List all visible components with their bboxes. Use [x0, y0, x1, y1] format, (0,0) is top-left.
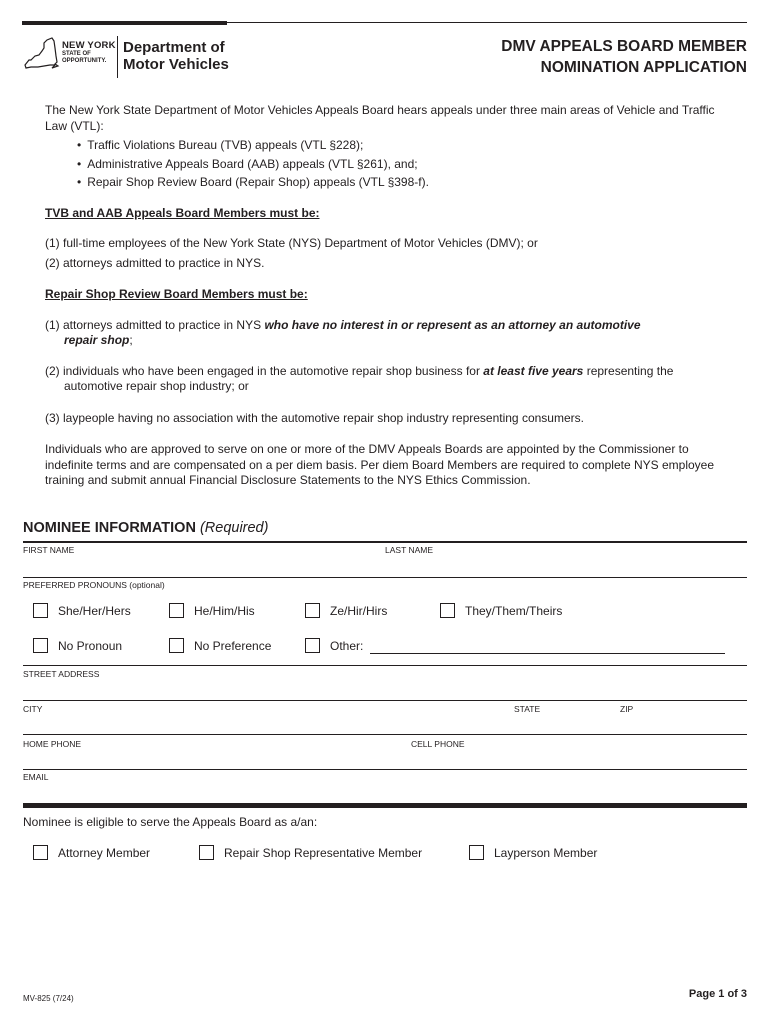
repair-item2-cont: automotive repair shop industry; or	[64, 379, 249, 393]
intro-text: The New York State Department of Motor Vehicles Appeals Board hears appeals under three main areas of Vehicle and Traffic Law (VTL):	[45, 103, 715, 133]
checkbox-icon[interactable]	[305, 638, 320, 653]
pronoun-ze-checkbox[interactable]	[305, 603, 387, 618]
street-address-field[interactable]	[23, 668, 747, 698]
logo-state-of-opportunity	[62, 51, 106, 65]
page-number: Page 1 of 3	[688, 988, 747, 1000]
repair-item1-emphasis: who have no interest in or represent as an attorney an automotive	[264, 318, 641, 332]
dept-line2: Motor Vehicles	[123, 56, 229, 73]
pronoun-she-checkbox[interactable]	[33, 603, 131, 618]
intro-bullet: • Repair Shop Review Board (Repair Shop) appeals (VTL §398-f).	[77, 173, 429, 192]
field-rule	[23, 665, 747, 666]
section-divider	[23, 803, 747, 808]
logo-state-of: STATE OF	[62, 51, 91, 57]
logo-divider	[117, 36, 118, 78]
repair-item2	[45, 364, 673, 380]
repair-item2-text-end: representing the	[583, 364, 674, 378]
checkbox-icon[interactable]	[33, 845, 48, 860]
city-label: CITY	[23, 704, 43, 714]
field-rule	[23, 700, 747, 701]
zip-label: ZIP	[620, 704, 634, 714]
email-field[interactable]	[23, 771, 747, 801]
pronoun-no-preference-checkbox[interactable]	[169, 638, 271, 653]
repair-item1-end: ;	[129, 333, 133, 347]
intro-bullets	[77, 136, 429, 192]
attorney-member-label: Attorney Member	[58, 845, 151, 860]
dept-line1: Department of	[123, 39, 225, 56]
repair-item1-cont	[64, 333, 133, 349]
last-name-label: LAST NAME	[385, 545, 434, 555]
nominee-title: NOMINEE INFORMATION	[23, 520, 196, 536]
email-label: EMAIL	[23, 772, 49, 782]
pronoun-he-checkbox[interactable]	[169, 603, 255, 618]
checkbox-icon[interactable]	[305, 603, 320, 618]
repair-item3: (3) laypeople having no association with the automotive repair shop industry representing consumers.	[45, 411, 584, 425]
checkbox-icon[interactable]	[169, 638, 184, 653]
nominee-required: (Required)	[199, 520, 269, 536]
repair-item1-emphasis-cont: repair shop	[64, 333, 130, 347]
closing-text: Individuals who are approved to serve on one or more of the DMV Appeals Boards are appointed by the Commissioner to indefinite terms and are compensated on a per diem basis. Per diem Board Members are required to complete NYS employee training and submit annual Financial Disclosure Statements to the NYS Ethics Commission.	[45, 442, 715, 487]
checkbox-icon[interactable]	[199, 845, 214, 860]
intro-bullet: • Administrative Appeals Board (AAB) appeals (VTL §261), and;	[77, 155, 429, 174]
street-address-label: STREET ADDRESS	[23, 669, 100, 679]
pronoun-other-checkbox[interactable]	[305, 638, 363, 653]
pronoun-he-label: He/Him/His	[194, 603, 255, 618]
section-rule	[23, 541, 747, 543]
checkbox-icon[interactable]	[469, 845, 484, 860]
repair-item1-text: (1) attorneys admitted to practice in NYS	[45, 318, 265, 332]
layperson-member-checkbox[interactable]	[469, 845, 597, 860]
logo-new-york: NEW YORK	[62, 40, 116, 51]
layperson-member-label: Layperson Member	[494, 845, 598, 860]
form-title	[501, 36, 747, 78]
pronoun-they-checkbox[interactable]	[440, 603, 562, 618]
repair-item1	[45, 318, 641, 334]
pronoun-ze-label: Ze/Hir/Hirs	[330, 603, 388, 618]
repair-heading: Repair Shop Review Board Members must be:	[45, 287, 308, 301]
top-rule-thin	[227, 22, 747, 23]
field-rule	[23, 769, 747, 770]
cell-phone-label: CELL PHONE	[411, 739, 465, 749]
eligibility-question: Nominee is eligible to serve the Appeals Board as a/an:	[23, 815, 318, 829]
repair-shop-member-checkbox[interactable]	[199, 845, 422, 860]
repair-item2-emphasis: at least five years	[483, 364, 584, 378]
form-id: MV-825 (7/24)	[23, 994, 74, 1003]
repair-shop-member-label: Repair Shop Representative Member	[224, 845, 423, 860]
new-york-state-outline-icon	[22, 36, 60, 72]
tvb-item1: (1) full-time employees of the New York State (NYS) Department of Motor Vehicles (DMV); or	[45, 236, 538, 250]
tvb-heading: TVB and AAB Appeals Board Members must be:	[45, 206, 320, 220]
phone-field[interactable]	[23, 738, 747, 768]
attorney-member-checkbox[interactable]	[33, 845, 150, 860]
form-title-line1: DMV APPEALS BOARD MEMBER	[501, 38, 747, 55]
pronoun-none-label: No Pronoun	[58, 638, 123, 653]
nys-dmv-logo	[22, 36, 237, 82]
logo-opportunity: OPPORTUNITY.	[62, 58, 107, 64]
dept-name	[123, 39, 229, 73]
pronoun-other-input[interactable]	[370, 653, 725, 654]
tvb-item2: (2) attorneys admitted to practice in NYS.	[45, 256, 265, 270]
name-field[interactable]	[23, 545, 747, 575]
home-phone-label: HOME PHONE	[23, 739, 82, 749]
pronoun-none-checkbox[interactable]	[33, 638, 122, 653]
repair-item2-text: (2) individuals who have been engaged in the automotive repair shop business for	[45, 364, 484, 378]
field-rule	[23, 577, 747, 578]
state-label: STATE	[514, 704, 541, 714]
nominee-section-title	[23, 520, 268, 536]
city-state-zip-field[interactable]	[23, 703, 747, 733]
checkbox-icon[interactable]	[440, 603, 455, 618]
field-rule	[23, 734, 747, 735]
top-rule-thick	[22, 21, 227, 25]
pronoun-they-label: They/Them/Theirs	[465, 603, 563, 618]
checkbox-icon[interactable]	[33, 603, 48, 618]
checkbox-icon[interactable]	[169, 603, 184, 618]
form-title-line2: NOMINATION APPLICATION	[540, 59, 747, 76]
pronouns-label: PREFERRED PRONOUNS (optional)	[23, 580, 165, 590]
pronoun-other-label: Other:	[330, 638, 364, 653]
checkbox-icon[interactable]	[33, 638, 48, 653]
pronoun-no-preference-label: No Preference	[194, 638, 272, 653]
intro-bullet: • Traffic Violations Bureau (TVB) appeals (VTL §228);	[77, 136, 429, 155]
first-name-label: FIRST NAME	[23, 545, 75, 555]
pronoun-she-label: She/Her/Hers	[58, 603, 131, 618]
